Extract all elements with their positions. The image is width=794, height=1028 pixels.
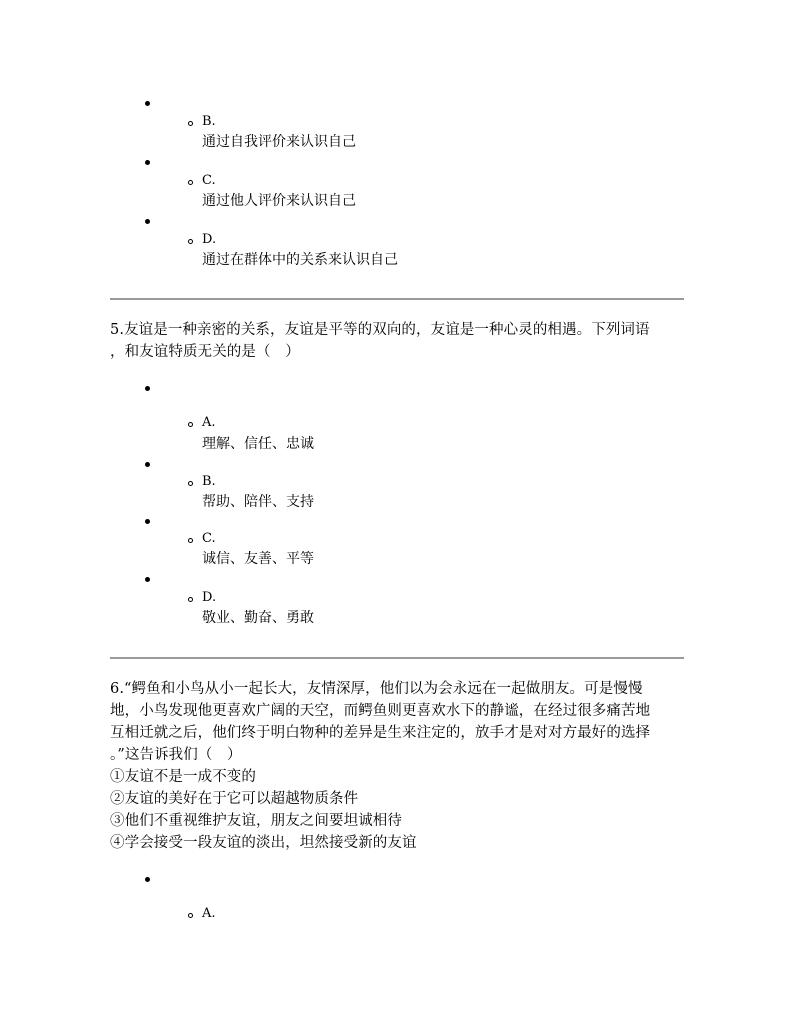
question-stem-line: 互相迁就之后，他们终于明白物种的差异是生来注定的，放手才是对对方最好的选择 bbox=[110, 725, 651, 741]
bullet-disc bbox=[145, 386, 150, 391]
option-letter: D. bbox=[202, 232, 217, 247]
question-stem-line: 地，小鸟发现他更喜欢广阔的天空，而鳄鱼则更喜欢水下的静谧，在经过很多痛苦地 bbox=[110, 703, 651, 719]
bullet-circle bbox=[188, 422, 193, 427]
bullet-disc bbox=[145, 101, 150, 106]
bullet-disc bbox=[145, 877, 150, 882]
question-stem-line: 5.友谊是一种亲密的关系，友谊是平等的双向的，友谊是一种心灵的相遇。下列词语 bbox=[110, 322, 650, 338]
statement-item: ①友谊不是一成不变的 bbox=[110, 769, 256, 785]
option-letter: B. bbox=[202, 474, 216, 489]
bullet-disc bbox=[145, 462, 150, 467]
bullet-circle bbox=[188, 180, 193, 185]
option-text[interactable]: 诚信、友善、平等 bbox=[202, 551, 314, 567]
option-text[interactable]: 通过在群体中的关系来认识自己 bbox=[202, 252, 398, 268]
option-letter: B. bbox=[202, 114, 216, 129]
bullet-disc bbox=[145, 519, 150, 524]
question-stem-line: 6.“鳄鱼和小鸟从小一起长大，友情深厚，他们以为会永远在一起做朋友。可是慢慢 bbox=[110, 681, 643, 697]
option-letter: C. bbox=[202, 531, 216, 546]
question-stem-line: ，和友谊特质无关的是（ ） bbox=[110, 344, 300, 360]
statement-item: ③他们不重视维护友谊，朋友之间要坦诚相待 bbox=[110, 813, 402, 829]
option-letter: D. bbox=[202, 590, 217, 605]
option-text[interactable]: 理解、信任、忠诚 bbox=[202, 436, 314, 452]
bullet-disc bbox=[145, 219, 150, 224]
bullet-disc bbox=[145, 160, 150, 165]
option-text[interactable]: 通过自我评价来认识自己 bbox=[202, 134, 356, 150]
option-text[interactable]: 敬业、勤奋、勇敢 bbox=[202, 610, 314, 626]
bullet-circle bbox=[188, 538, 193, 543]
question-stem-line: 。”这告诉我们（ ） bbox=[110, 747, 242, 763]
bullet-circle bbox=[188, 597, 193, 602]
option-text[interactable]: 帮助、陪伴、支持 bbox=[202, 494, 314, 510]
statement-item: ②友谊的美好在于它可以超越物质条件 bbox=[110, 791, 359, 807]
statement-item: ④学会接受一段友谊的淡出，坦然接受新的友谊 bbox=[110, 835, 417, 851]
option-text[interactable]: 通过他人评价来认识自己 bbox=[202, 193, 356, 209]
option-letter: C. bbox=[202, 173, 216, 188]
bullet-circle bbox=[188, 481, 193, 486]
divider bbox=[110, 298, 684, 300]
bullet-circle bbox=[188, 239, 193, 244]
bullet-circle bbox=[188, 913, 193, 918]
option-letter: A. bbox=[202, 906, 216, 921]
bullet-circle bbox=[188, 121, 193, 126]
divider bbox=[110, 657, 684, 659]
bullet-disc bbox=[145, 577, 150, 582]
option-letter: A. bbox=[202, 415, 216, 430]
